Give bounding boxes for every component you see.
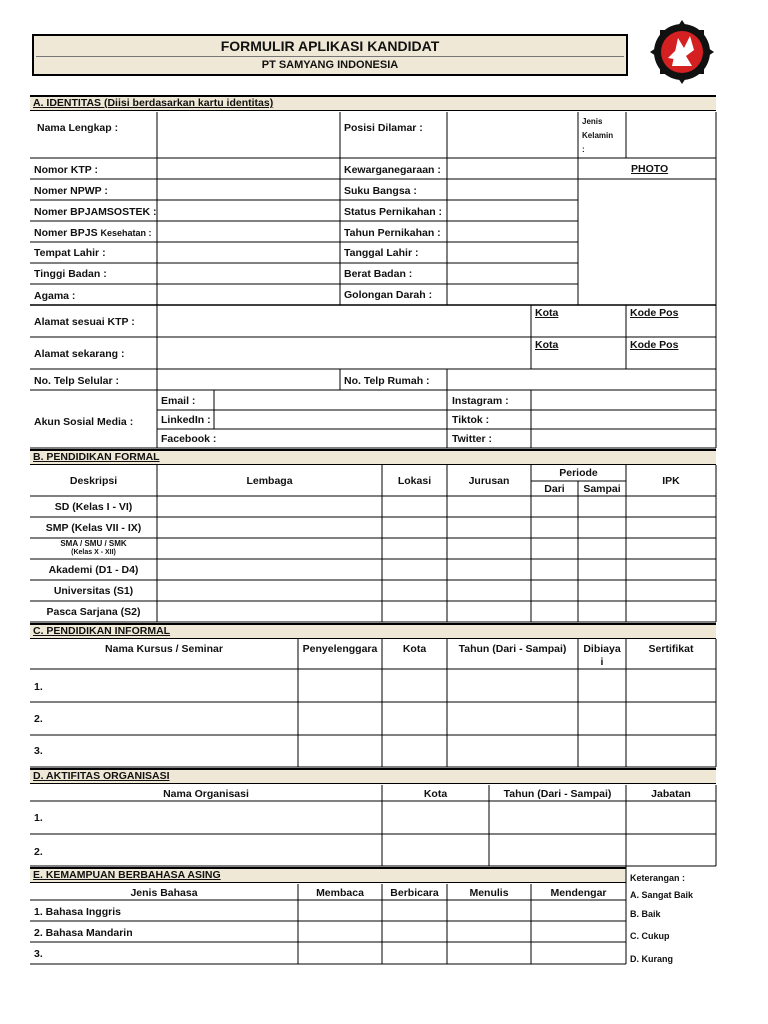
- label-status-pernikahan: Status Pernikahan :: [344, 206, 443, 218]
- label-posisi-dilamar: Posisi Dilamar :: [344, 122, 423, 134]
- label-agama: Agama :: [34, 290, 76, 302]
- row-universitas: Universitas (S1): [53, 585, 134, 597]
- label-kota-sekarang: Kota: [535, 339, 559, 351]
- header-dari: Dari: [544, 483, 565, 495]
- label-tanggal-lahir: Tanggal Lahir :: [344, 247, 419, 259]
- row-sma: SMA / SMU / SMK: [60, 539, 127, 548]
- row-akademi: Akademi (D1 - D4): [48, 564, 139, 576]
- label-kewarganegaraan: Kewarganegaraan :: [344, 164, 441, 176]
- label-tinggi-badan: Tinggi Badan :: [34, 268, 107, 280]
- header-sampai: Sampai: [583, 483, 621, 495]
- header-lokasi: Lokasi: [397, 475, 432, 487]
- label-kode-pos-ktp: Kode Pos: [630, 307, 679, 319]
- label-facebook: Facebook :: [161, 433, 217, 445]
- label-tahun-pernikahan: Tahun Pernikahan :: [344, 227, 441, 239]
- header-tahun-informal: Tahun (Dari - Sampai): [458, 643, 567, 655]
- header-membaca: Membaca: [316, 887, 364, 899]
- label-bpjs: Nomer BPJS Kesehatan :: [34, 227, 152, 239]
- row-smp: SMP (Kelas VII - IX): [45, 522, 142, 534]
- header-jabatan: Jabatan: [651, 788, 691, 800]
- photo-box-label: PHOTO: [631, 163, 669, 175]
- label-linkedin: LinkedIn :: [161, 414, 211, 426]
- header-lembaga: Lembaga: [246, 475, 293, 487]
- header-sertifikat: Sertifikat: [648, 643, 694, 655]
- header-jenis-bahasa: Jenis Bahasa: [130, 887, 198, 899]
- header-berbicara: Berbicara: [390, 887, 439, 899]
- company-name: PT SAMYANG INDONESIA: [261, 59, 399, 71]
- keterangan-title: Keterangan :: [630, 873, 686, 883]
- header-tahun-organisasi: Tahun (Dari - Sampai): [503, 788, 612, 800]
- label-suku-bangsa: Suku Bangsa :: [344, 185, 417, 197]
- label-email: Email :: [161, 395, 196, 407]
- label-npwp: Nomer NPWP :: [34, 185, 108, 197]
- section-identitas: A. IDENTITAS (Diisi berdasarkan kartu identitas): [30, 95, 716, 111]
- label-kota-ktp: Kota: [535, 307, 559, 319]
- section-pendidikan-informal: C. PENDIDIKAN INFORMAL: [30, 623, 716, 639]
- row-sd: SD (Kelas I - VI): [54, 501, 133, 513]
- informal-row-1: 1.: [34, 681, 43, 693]
- label-bpjamsostek: Nomer BPJAMSOSTEK :: [34, 206, 157, 218]
- label-telp-selular: No. Telp Selular :: [34, 375, 119, 387]
- bahasa-row-1: 1. Bahasa Inggris: [34, 906, 121, 918]
- header-periode: Periode: [559, 467, 598, 479]
- keterangan-b: B. Baik: [630, 909, 661, 919]
- informal-row-3: 3.: [34, 745, 43, 757]
- label-akun-sosial: Akun Sosial Media :: [34, 416, 134, 428]
- header-dibiayai: Dibiaya: [583, 643, 621, 655]
- label-nomor-ktp: Nomor KTP :: [34, 164, 98, 176]
- keterangan-a: A. Sangat Baik: [630, 890, 694, 900]
- header-menulis: Menulis: [469, 887, 509, 899]
- section-aktifitas-organisasi: D. AKTIFITAS ORGANISASI: [30, 768, 716, 784]
- header-nama-organisasi: Nama Organisasi: [163, 788, 249, 800]
- header-jurusan: Jurusan: [468, 475, 510, 487]
- header-mendengar: Mendengar: [550, 887, 607, 899]
- form-title: FORMULIR APLIKASI KANDIDAT: [220, 38, 440, 54]
- label-golongan-darah: Golongan Darah :: [344, 289, 433, 301]
- label-alamat-ktp: Alamat sesuai KTP :: [34, 316, 135, 328]
- header-deskripsi: Deskripsi: [69, 475, 118, 487]
- organisasi-row-2: 2.: [34, 846, 43, 858]
- header-ipk: IPK: [662, 475, 680, 487]
- header-nama-kursus: Nama Kursus / Seminar: [105, 643, 223, 655]
- label-jenis-kelamin-1: Jenis: [582, 117, 603, 126]
- label-jenis-kelamin-3: :: [582, 145, 585, 154]
- header-kota-informal: Kota: [402, 643, 427, 655]
- label-berat-badan: Berat Badan :: [344, 268, 413, 280]
- label-nama-lengkap: Nama Lengkap :: [37, 122, 119, 134]
- label-kode-pos-sekarang: Kode Pos: [630, 339, 679, 351]
- section-pendidikan-formal: B. PENDIDIKAN FORMAL: [30, 449, 716, 465]
- header-dibiayai-2: i: [600, 656, 604, 668]
- header-kota-organisasi: Kota: [423, 788, 448, 800]
- section-kemampuan-bahasa: E. KEMAMPUAN BERBAHASA ASING: [30, 867, 626, 883]
- label-alamat-sekarang: Alamat sekarang :: [34, 348, 125, 360]
- bahasa-row-3: 3.: [34, 948, 43, 960]
- label-twitter: Twitter :: [452, 433, 493, 445]
- keterangan-c: C. Cukup: [630, 931, 670, 941]
- informal-row-2: 2.: [34, 713, 43, 725]
- organisasi-row-1: 1.: [34, 812, 43, 824]
- label-telp-rumah: No. Telp Rumah :: [344, 375, 430, 387]
- bahasa-row-2: 2. Bahasa Mandarin: [34, 927, 133, 939]
- label-tempat-lahir: Tempat Lahir :: [34, 247, 106, 259]
- header-penyelenggara: Penyelenggara: [302, 643, 378, 655]
- label-instagram: Instagram :: [452, 395, 509, 407]
- label-tiktok: Tiktok :: [452, 414, 490, 426]
- row-pasca-sarjana: Pasca Sarjana (S2): [46, 606, 141, 618]
- label-jenis-kelamin-2: Kelamin: [582, 131, 614, 140]
- row-sma-kelas: (Kelas X - XII): [71, 549, 116, 556]
- keterangan-d: D. Kurang: [630, 954, 674, 964]
